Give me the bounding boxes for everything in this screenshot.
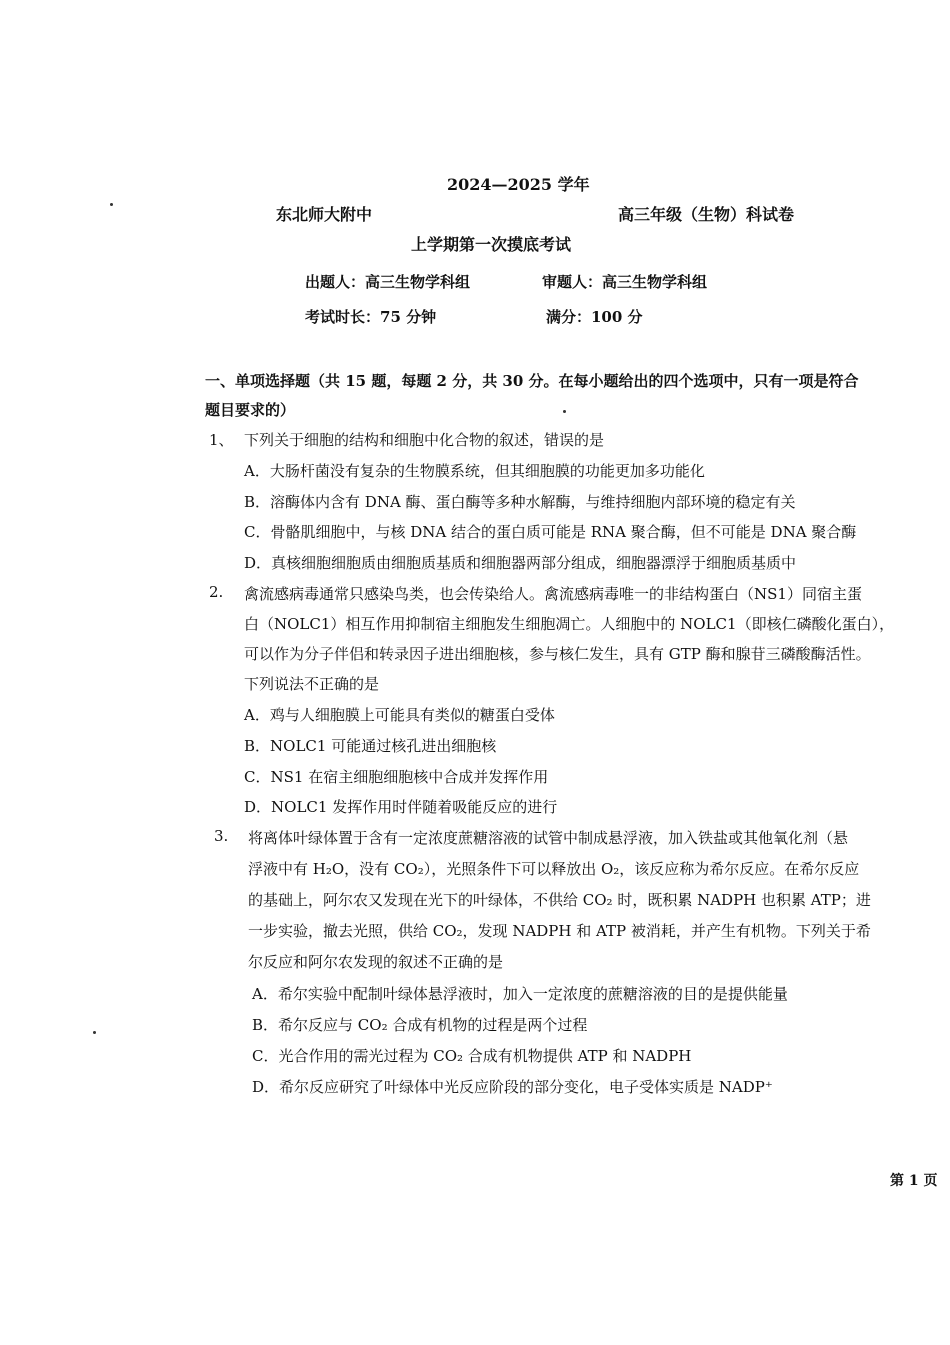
reviewer-label: 审题人：高三生物学科组: [542, 273, 708, 291]
question-1-stem: 下列关于细胞的结构和细胞中化合物的叙述，错误的是: [244, 431, 605, 449]
question-2-option-c: C．NS1 在宿主细胞细胞核中合成并发挥作用: [244, 768, 549, 786]
question-1-option-b: B．溶酶体内含有 DNA 酶、蛋白酶等多种水解酶，与维持细胞内部环境的稳定有关: [244, 493, 796, 511]
exam-title: 高三年级（生物）科试卷: [618, 205, 795, 224]
question-2-stem-line1: 禽流感病毒通常只感染鸟类，也会传染给人。禽流感病毒唯一的非结构蛋白（NS1）同宿主蛋: [244, 585, 862, 603]
scan-speck: [110, 203, 113, 206]
section-heading-line2: 题目要求的）: [205, 401, 296, 419]
scan-speck: [93, 1031, 96, 1034]
question-2-option-b: B．NOLC1 可能通过核孔进出细胞核: [244, 737, 497, 755]
question-3-option-a: A．希尔实验中配制叶绿体悬浮液时，加入一定浓度的蔗糖溶液的目的是提供能量: [252, 985, 788, 1003]
school-name: 东北师大附中: [276, 205, 373, 224]
question-1-option-a: A．大肠杆菌没有复杂的生物膜系统，但其细胞膜的功能更加多功能化: [244, 462, 705, 480]
setter-label: 出题人：高三生物学科组: [305, 273, 471, 291]
question-2-stem-line2: 白（NOLC1）相互作用抑制宿主细胞发生细胞凋亡。人细胞中的 NOLC1（即核仁磷酸化蛋白），: [244, 615, 895, 633]
question-3-option-b: B．希尔反应与 CO₂ 合成有机物的过程是两个过程: [252, 1016, 588, 1034]
question-2-option-d: D．NOLC1 发挥作用时伴随着吸能反应的进行: [244, 798, 558, 816]
question-2-number: 2.: [209, 583, 224, 601]
question-3-stem-line3: 的基础上，阿尔农又发现在光下的叶绿体，不供给 CO₂ 时，既积累 NADPH 也积累 ATP；进: [248, 891, 871, 909]
exam-duration: 考试时长：75 分钟: [305, 308, 437, 326]
question-3-stem-line2: 浮液中有 H₂O，没有 CO₂），光照条件下可以释放出 O₂，该反应称为希尔反应。在希尔反应: [248, 860, 860, 878]
question-2-stem-line4: 下列说法不正确的是: [244, 675, 380, 693]
question-1-number: 1、: [209, 431, 234, 449]
question-1-option-c: C．骨骼肌细胞中，与核 DNA 结合的蛋白质可能是 RNA 聚合酶，但不可能是 DNA 聚合酶: [244, 523, 857, 541]
question-2-stem-line3: 可以作为分子伴侣和转录因子进出细胞核，参与核仁发生，具有 GTP 酶和腺苷三磷酸酶活性。: [244, 645, 871, 663]
school-year: 2024—2025 学年: [447, 175, 590, 194]
question-3-stem-line4: 一步实验，撤去光照，供给 CO₂，发现 NADPH 和 ATP 被消耗，并产生有机物。下列关于希: [248, 922, 871, 940]
exam-name: 上学期第一次摸底考试: [411, 235, 572, 254]
scan-speck: [563, 410, 566, 413]
full-score: 满分：100 分: [546, 308, 643, 326]
question-1-option-d: D．真核细胞细胞质由细胞质基质和细胞器两部分组成，细胞器漂浮于细胞质基质中: [244, 554, 797, 572]
question-3-number: 3.: [214, 827, 229, 845]
question-3-option-d: D．希尔反应研究了叶绿体中光反应阶段的部分变化，电子受体实质是 NADP⁺: [252, 1078, 773, 1096]
section-heading-line1: 一、单项选择题（共 15 题，每题 2 分，共 30 分。在每小题给出的四个选项中，只有一项是符合: [205, 372, 859, 390]
question-3-stem-line5: 尔反应和阿尔农发现的叙述不正确的是: [248, 953, 504, 971]
question-3-option-c: C．光合作用的需光过程为 CO₂ 合成有机物提供 ATP 和 NADPH: [252, 1047, 692, 1065]
page-number: 第 1 页: [890, 1173, 938, 1189]
question-3-stem-line1: 将离体叶绿体置于含有一定浓度蔗糖溶液的试管中制成悬浮液，加入铁盐或其他氧化剂（悬: [248, 829, 849, 847]
question-2-option-a: A．鸡与人细胞膜上可能具有类似的糖蛋白受体: [244, 706, 555, 724]
